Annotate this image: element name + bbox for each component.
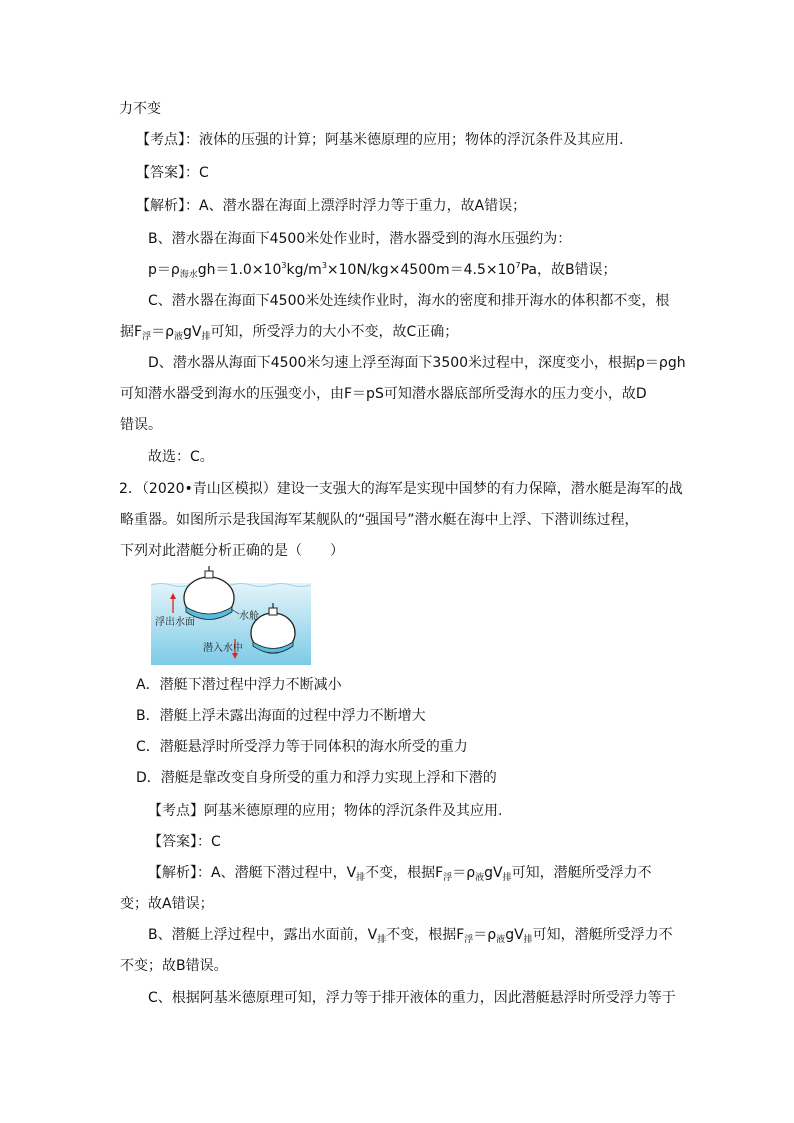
text-line: 错误。 <box>120 417 162 433</box>
option-a: A．潜艇下潜过程中浮力不断减小 <box>136 677 342 693</box>
label-dive-down: 潜入水中 <box>203 643 243 654</box>
text-line: 变；故A错误； <box>120 896 214 912</box>
text-line: C、潜水器在海面下4500米处连续作业时，海水的密度和排开海水的体积都不变，根 <box>148 293 670 309</box>
submarine-diagram <box>151 565 311 665</box>
text-line: 据$F_浮=\rho_液gV_排$可知，所受浮力的大小不变，故C正确； <box>120 324 459 342</box>
choice-statement: 故选：C。 <box>148 449 214 465</box>
text-line: 略重器。如图所示是我国海军某舰队的“强国号”潜水艇在海中上浮、下潜训练过程， <box>120 512 639 528</box>
text-line: 可知潜水器受到海水的压强变小，由F＝pS可知潜水器底部所受海水的压力变小，故D <box>120 386 647 402</box>
text-line: D、潜水器从海面下4500米匀速上浮至海面下3500米过程中，深度变小，根据p＝ρgh <box>148 355 686 371</box>
pressure-formula: $p=\rho_{海水}gh=1.0\times 10^3kg/m^3\times 10N/kg\times 4500m=4.5\times 10^7Pa$，故B错误； <box>148 261 617 280</box>
analysis: 【解析】：A、潜艇下潜过程中，$V_排$不变，根据$F_浮=\rho_液gV_排$可知，潜艇所受浮力不 <box>148 865 652 883</box>
text-line: 不变；故B错误。 <box>120 958 228 974</box>
option-d: D．潜艇是靠改变自身所受的重力和浮力实现上浮和下潜的 <box>136 770 497 786</box>
label-float-up: 浮出水面 <box>155 617 195 628</box>
question-2-stem: 2．（2020•青山区模拟）建设一支强大的海军是实现中国梦的有力保障，潜水艇是海军的战 <box>119 481 683 497</box>
text-line: B、潜水器在海面下4500米处作业时，潜水器受到的海水压强约为： <box>148 231 572 247</box>
submarine-upper <box>184 566 234 620</box>
text-line: 力不变 <box>119 101 161 117</box>
option-c: C．潜艇悬浮时所受浮力等于同体积的海水所受的重力 <box>136 739 468 755</box>
text-line: 下列对此潜艇分析正确的是（ ） <box>120 543 344 559</box>
text-line: C、根据阿基米德原理可知，浮力等于排开液体的重力，因此潜艇悬浮时所受浮力等于 <box>148 990 676 1006</box>
test-point: 【考点】：液体的压强的计算；阿基米德原理的应用；物体的浮沉条件及其应用. <box>136 132 624 148</box>
answer: 【答案】：C <box>136 165 209 181</box>
text-line: B、潜艇上浮过程中，露出水面前，$V_排$不变，根据$F_浮=\rho_液gV_排$可知，潜艇所受浮力不 <box>148 927 673 945</box>
answer: 【答案】：C <box>148 834 221 850</box>
option-b: B．潜艇上浮未露出海面的过程中浮力不断增大 <box>136 708 426 724</box>
label-water-tank: 水舱 <box>239 611 259 622</box>
analysis: 【解析】：A、潜水器在海面上漂浮时浮力等于重力，故A错误； <box>136 198 527 214</box>
test-point: 【考点】阿基米德原理的应用；物体的浮沉条件及其应用. <box>148 803 503 819</box>
